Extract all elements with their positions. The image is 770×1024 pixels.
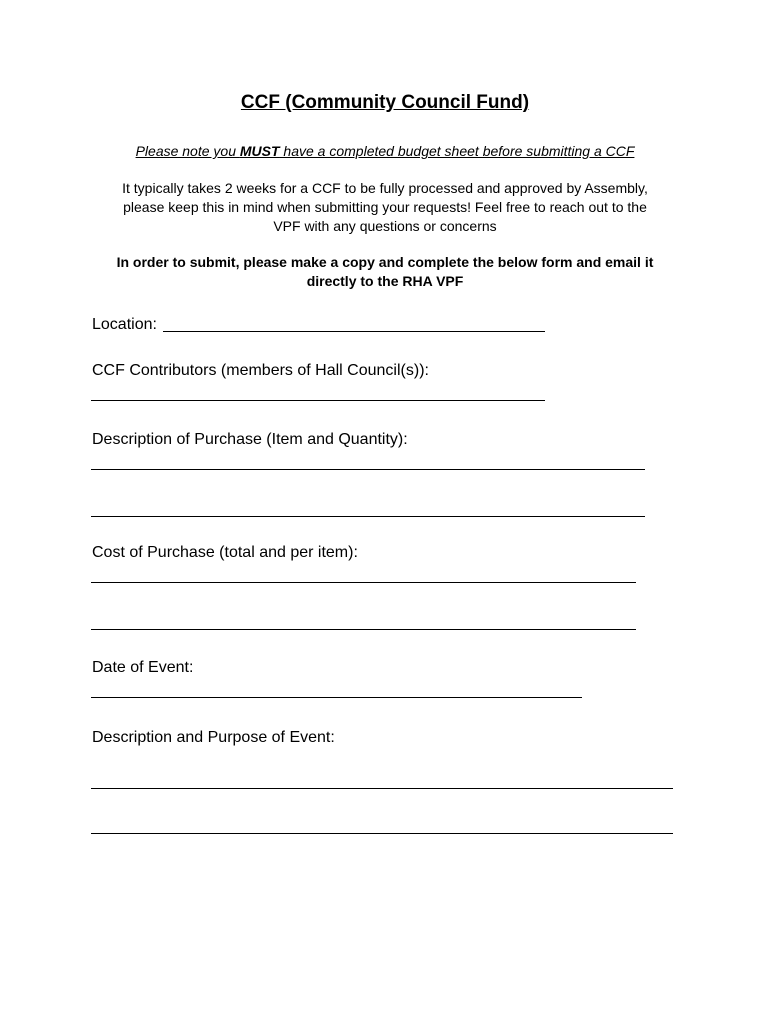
note-text-after: have a completed budget sheet before submitting a CCF (279, 143, 635, 159)
instructions-line: In order to submit, please make a copy and complete the below form and email it (116, 254, 654, 270)
event-description-field-line-2[interactable] (91, 833, 673, 834)
page-title: CCF (Community Council Fund) (240, 92, 530, 113)
location-label: Location: (92, 316, 157, 333)
note-text-before: Please note you (135, 143, 240, 159)
instructions-line: directly to the RHA VPF (306, 273, 464, 289)
note-emphasis: MUST (239, 143, 280, 159)
info-line: please keep this in mind when submitting your requests! Feel free to reach out to the (123, 199, 647, 215)
location-field[interactable] (163, 331, 545, 332)
contributors-label: CCF Contributors (members of Hall Council(s)): (92, 362, 429, 379)
contributors-field[interactable] (91, 400, 545, 401)
submission-instructions (80, 253, 690, 291)
purchase-cost-label: Cost of Purchase (total and per item): (92, 544, 358, 561)
purchase-description-field-line-1[interactable] (91, 469, 645, 470)
event-date-field[interactable] (91, 697, 582, 698)
event-description-label: Description and Purpose of Event: (92, 729, 335, 746)
purchase-cost-field-line-1[interactable] (91, 582, 636, 583)
info-line: It typically takes 2 weeks for a CCF to be fully processed and approved by Assembly, (122, 180, 648, 196)
purchase-description-label: Description of Purchase (Item and Quantity): (92, 431, 408, 448)
event-date-label: Date of Event: (92, 659, 194, 676)
processing-info (80, 179, 690, 236)
purchase-cost-field-line-2[interactable] (91, 629, 636, 630)
info-line: VPF with any questions or concerns (273, 218, 497, 234)
event-description-field-line-1[interactable] (91, 788, 673, 789)
budget-sheet-note (0, 143, 770, 159)
purchase-description-field-line-2[interactable] (91, 516, 645, 517)
